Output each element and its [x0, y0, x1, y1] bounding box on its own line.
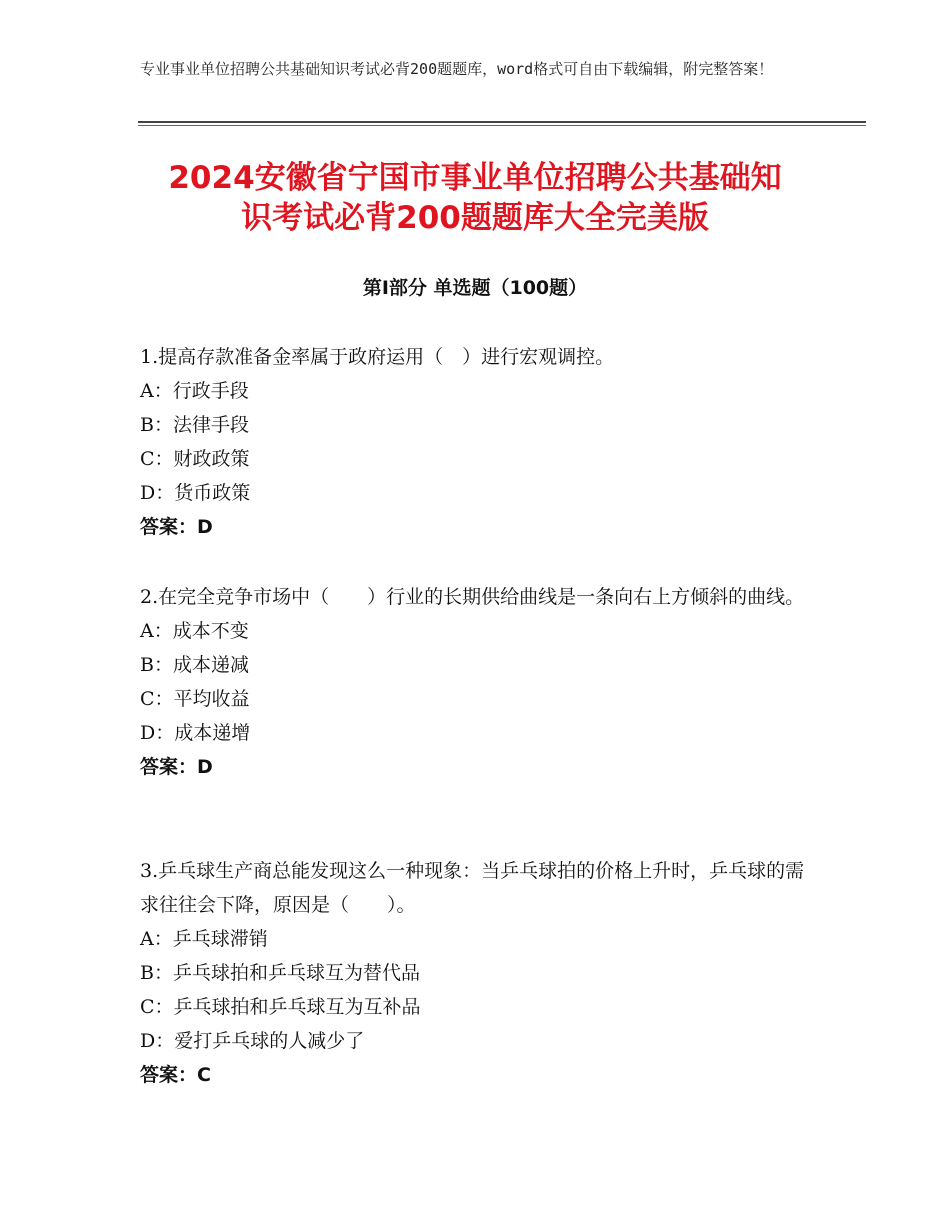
option-c: C：乒乓球拍和乒乓球互为互补品 [140, 996, 421, 1018]
question-3 [140, 854, 820, 1092]
header-rule-thin [138, 125, 866, 126]
option-d: D：货币政策 [140, 482, 251, 504]
option-a: A：成本不变 [140, 620, 249, 642]
question-1 [140, 340, 820, 544]
option-a: A：乒乓球滞销 [140, 928, 268, 950]
answer: 答案：D [140, 516, 213, 538]
answer: 答案：D [140, 756, 213, 778]
option-a: A：行政手段 [140, 380, 249, 402]
option-d: D：爱打乒乓球的人减少了 [140, 1030, 365, 1052]
answer: 答案：C [140, 1064, 211, 1086]
question-stem: 2.在完全竞争市场中（ ）行业的长期供给曲线是一条向右上方倾斜的曲线。 [140, 586, 805, 608]
question-stem: 1.提高存款准备金率属于政府运用（ ）进行宏观调控。 [140, 346, 615, 368]
option-c: C：平均收益 [140, 688, 250, 710]
option-d: D：成本递增 [140, 722, 251, 744]
question-2 [140, 580, 820, 784]
section-title: 第Ⅰ部分 单选题（100题） [362, 277, 588, 299]
option-b: B：法律手段 [140, 414, 249, 436]
option-b: B：乒乓球拍和乒乓球互为替代品 [140, 962, 420, 984]
document-title-line2: 识考试必背200题题库大全完美版 [241, 200, 709, 236]
document-title-line1: 2024安徽省宁国市事业单位招聘公共基础知 [168, 160, 782, 196]
header-note: 专业事业单位招聘公共基础知识考试必背200题题库，word格式可自由下载编辑，附完整答案！ [140, 60, 774, 78]
question-stem: 3.乒乓球生产商总能发现这么一种现象：当乒乓球拍的价格上升时，乒乓球的需求往往会下降，原因是（ ）。 [140, 860, 805, 916]
header-rule-thick [138, 121, 866, 123]
option-b: B：成本递减 [140, 654, 249, 676]
option-c: C：财政政策 [140, 448, 250, 470]
document-title [100, 158, 850, 238]
